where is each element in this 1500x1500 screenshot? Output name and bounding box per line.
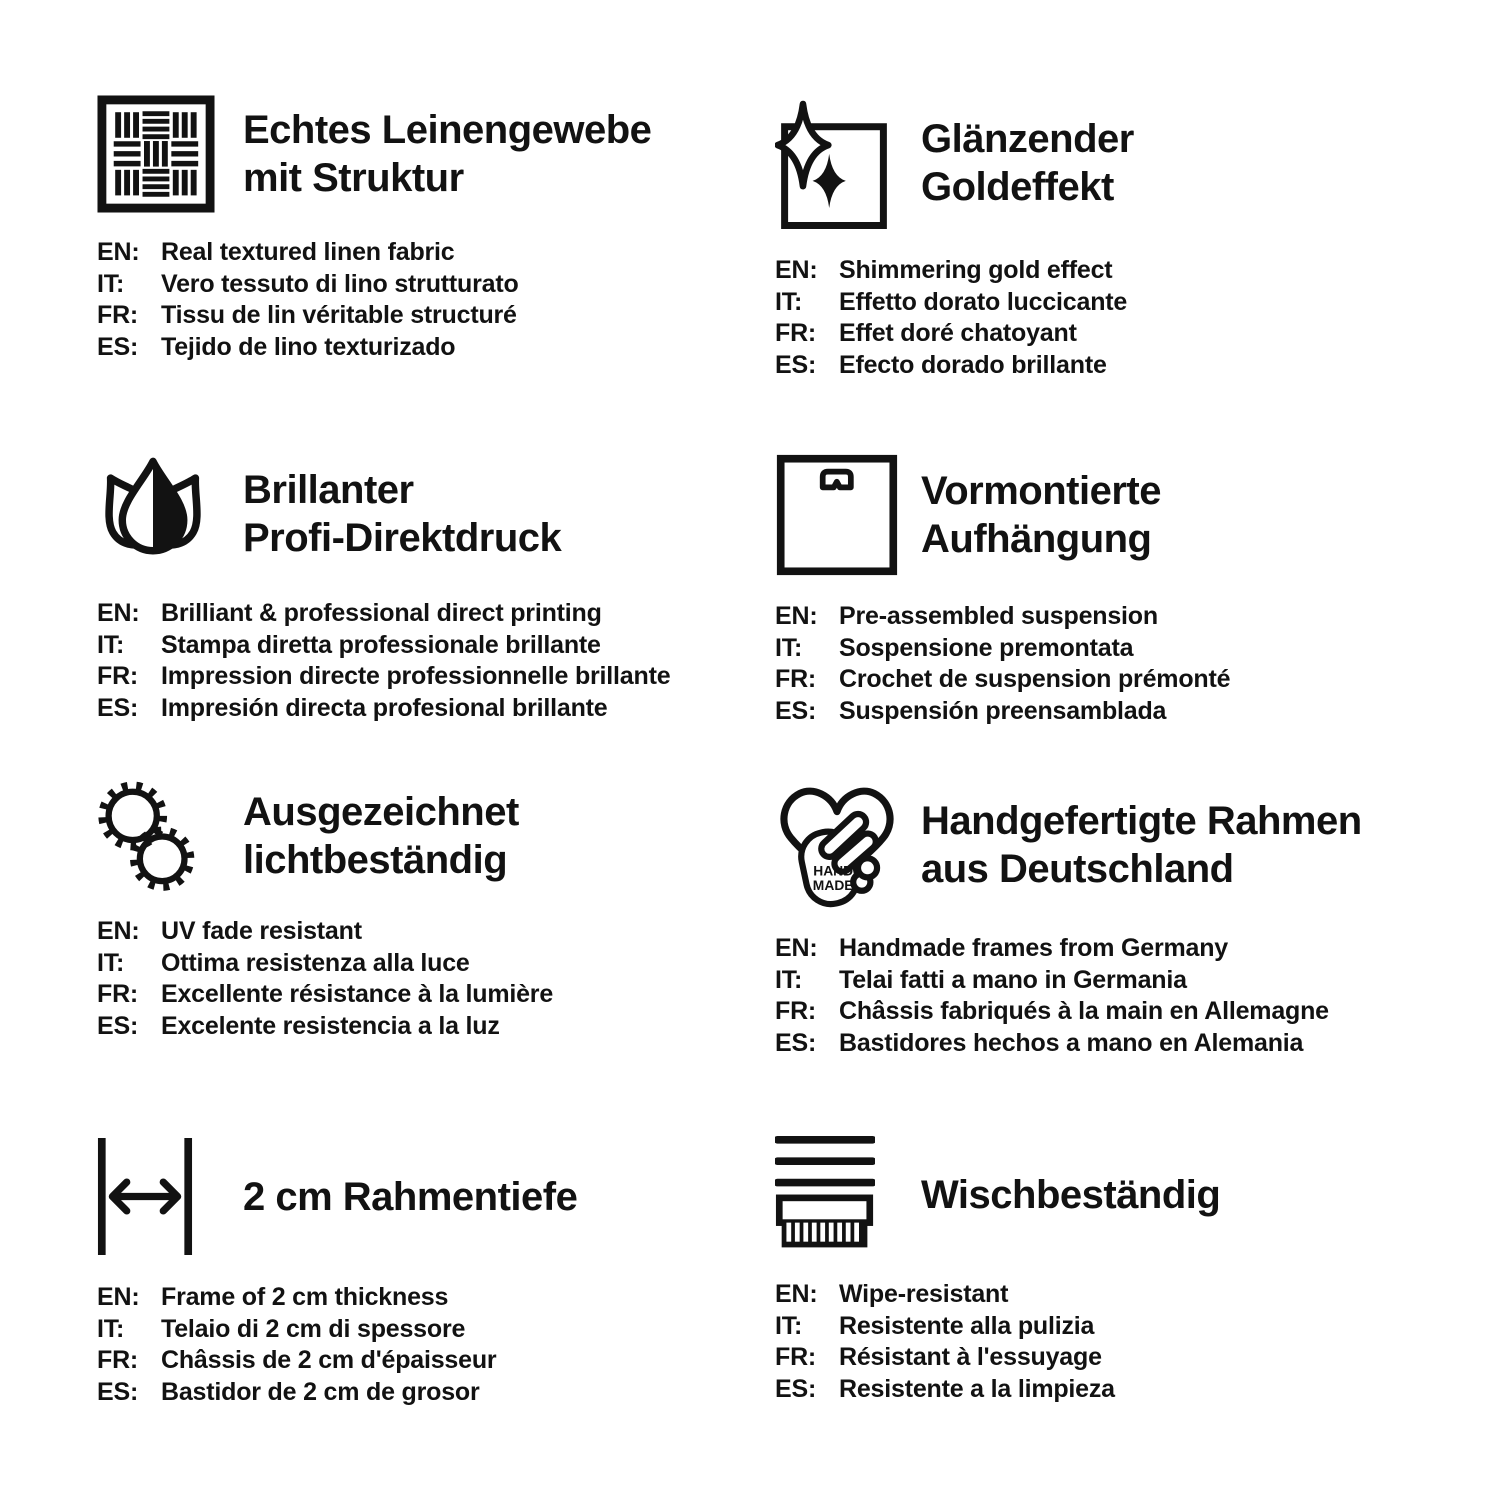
feature-title bbox=[921, 115, 1134, 211]
language-code: ES: bbox=[775, 350, 817, 379]
translation-text: Effet doré chatoyant bbox=[839, 319, 1077, 347]
translation-row bbox=[775, 601, 1415, 633]
language-code: IT: bbox=[97, 269, 125, 298]
title-line: Handgefertigte Rahmen bbox=[921, 798, 1362, 843]
translation-row bbox=[97, 693, 715, 725]
translation-text: Stampa diretta professionale brillante bbox=[161, 630, 601, 659]
translation-row bbox=[775, 1342, 1415, 1374]
translation-text: UV fade resistant bbox=[161, 917, 362, 945]
translation-row bbox=[775, 1311, 1415, 1343]
feature-title bbox=[243, 466, 561, 562]
feature-header bbox=[775, 453, 1415, 577]
language-code: FR: bbox=[775, 997, 817, 1025]
wipe-brush-icon bbox=[775, 1135, 903, 1255]
feature-title bbox=[921, 1171, 1220, 1219]
translation-text: Résistant à l'essuyage bbox=[839, 1343, 1102, 1371]
translation-row bbox=[775, 255, 1415, 287]
translations-list bbox=[775, 601, 1415, 727]
language-code: IT: bbox=[775, 965, 803, 994]
feature-header bbox=[775, 95, 1415, 231]
translation-text: Resistente a la limpieza bbox=[839, 1374, 1115, 1403]
language-code: ES: bbox=[775, 1374, 817, 1403]
title-line: Wischbeständig bbox=[921, 1173, 1221, 1217]
translation-row bbox=[97, 630, 715, 662]
language-code: IT: bbox=[97, 1314, 125, 1343]
translation-row bbox=[97, 948, 715, 980]
translation-text: Sospensione premontata bbox=[839, 633, 1134, 662]
translation-text: Tissu de lin véritable structuré bbox=[161, 301, 517, 329]
translation-row bbox=[97, 979, 715, 1011]
title-line: mit Struktur bbox=[243, 156, 464, 200]
translation-row bbox=[775, 1279, 1415, 1311]
language-code: ES: bbox=[97, 693, 139, 722]
translation-text: Effetto dorato luccicante bbox=[839, 287, 1128, 316]
translation-row bbox=[97, 598, 715, 630]
feature-direct-printing bbox=[97, 453, 715, 780]
ink-drops-icon bbox=[97, 453, 225, 574]
translation-row bbox=[775, 633, 1415, 665]
title-line: Vormontierte bbox=[921, 469, 1161, 513]
translation-row bbox=[97, 1282, 715, 1314]
translations-list bbox=[97, 1282, 715, 1408]
language-code: FR: bbox=[97, 980, 139, 1008]
translation-text: Bastidor de 2 cm de grosor bbox=[161, 1377, 480, 1406]
feature-header bbox=[97, 780, 715, 892]
translation-text: Impresión directa profesional brillante bbox=[161, 693, 608, 722]
feature-title bbox=[921, 467, 1161, 563]
translation-text: Frame of 2 cm thickness bbox=[161, 1283, 449, 1311]
translation-text: Efecto dorado brillante bbox=[839, 350, 1107, 379]
language-code: FR: bbox=[97, 1346, 139, 1374]
depth-arrow-icon bbox=[97, 1135, 225, 1258]
language-code: EN: bbox=[97, 917, 140, 945]
translation-row bbox=[97, 300, 715, 332]
language-code: EN: bbox=[775, 602, 818, 630]
translation-text: Telai fatti a mano in Germania bbox=[839, 965, 1187, 994]
language-code: EN: bbox=[97, 599, 140, 627]
language-code: EN: bbox=[775, 256, 818, 284]
language-code: FR: bbox=[775, 319, 817, 347]
handmade-label-line: HAND bbox=[813, 862, 854, 879]
translations-list bbox=[97, 237, 715, 363]
language-code: IT: bbox=[775, 1311, 803, 1340]
language-code: FR: bbox=[775, 665, 817, 693]
language-code: FR: bbox=[97, 662, 139, 690]
feature-header bbox=[97, 453, 715, 574]
translations-list bbox=[97, 598, 715, 724]
translation-text: Excelente resistencia a la luz bbox=[161, 1011, 500, 1040]
handmade-heart-hand-icon bbox=[775, 780, 903, 909]
translation-row bbox=[775, 1374, 1415, 1406]
translation-text: Telaio di 2 cm di spessore bbox=[161, 1314, 466, 1343]
translation-row bbox=[775, 696, 1415, 728]
translation-row bbox=[775, 350, 1415, 382]
translation-row bbox=[97, 661, 715, 693]
translation-text: Handmade frames from Germany bbox=[839, 934, 1228, 962]
translation-text: Impression directe professionnelle brillante bbox=[161, 662, 671, 690]
feature-suspension bbox=[775, 453, 1415, 780]
translation-row bbox=[775, 965, 1415, 997]
translations-list bbox=[775, 933, 1415, 1059]
title-line: Glänzender bbox=[921, 117, 1134, 161]
language-code: EN: bbox=[97, 1283, 140, 1311]
translation-text: Vero tessuto di lino strutturato bbox=[161, 269, 519, 298]
translation-text: Suspensión preensamblada bbox=[839, 696, 1167, 725]
translation-text: Châssis de 2 cm d'épaisseur bbox=[161, 1346, 497, 1374]
language-code: ES: bbox=[97, 1011, 139, 1040]
feature-frame-depth bbox=[97, 1135, 715, 1408]
translation-text: Excellente résistance à la lumière bbox=[161, 980, 554, 1008]
feature-light-resistance bbox=[97, 780, 715, 1135]
gold-sparkle-icon bbox=[775, 95, 903, 231]
feature-handmade-frames bbox=[775, 780, 1415, 1135]
translation-row bbox=[775, 933, 1415, 965]
translation-row bbox=[97, 332, 715, 364]
translation-row bbox=[97, 916, 715, 948]
title-line: aus Deutschland bbox=[921, 846, 1234, 891]
translation-text: Shimmering gold effect bbox=[839, 256, 1113, 284]
translations-list bbox=[775, 255, 1415, 381]
translation-row bbox=[97, 237, 715, 269]
feature-title bbox=[243, 106, 651, 202]
feature-gold-effect bbox=[775, 95, 1415, 453]
language-code: IT: bbox=[775, 287, 803, 316]
feature-header bbox=[775, 780, 1415, 909]
language-code: ES: bbox=[97, 332, 139, 361]
translation-text: Brilliant & professional direct printing bbox=[161, 599, 602, 627]
translation-text: Châssis fabriqués à la main en Allemagne bbox=[839, 997, 1329, 1025]
gears-icon bbox=[97, 780, 225, 892]
feature-wipe-resistant bbox=[775, 1135, 1415, 1408]
feature-title bbox=[243, 1173, 577, 1221]
language-code: ES: bbox=[97, 1377, 139, 1406]
translation-text: Real textured linen fabric bbox=[161, 238, 455, 266]
feature-linen-fabric bbox=[97, 95, 715, 453]
translation-row bbox=[97, 269, 715, 301]
translation-row bbox=[97, 1377, 715, 1409]
title-line: Goldeffekt bbox=[921, 165, 1114, 209]
language-code: EN: bbox=[97, 238, 140, 266]
translation-text: Resistente alla pulizia bbox=[839, 1311, 1095, 1340]
language-code: EN: bbox=[775, 1280, 818, 1308]
language-code: ES: bbox=[775, 696, 817, 725]
translation-row bbox=[97, 1345, 715, 1377]
translations-list bbox=[97, 916, 715, 1042]
title-line: 2 cm Rahmentiefe bbox=[243, 1174, 578, 1219]
title-line: Echtes Leinengewebe bbox=[243, 108, 652, 152]
translation-row bbox=[775, 996, 1415, 1028]
title-line: Aufhängung bbox=[921, 517, 1152, 561]
title-line: Brillanter bbox=[243, 467, 414, 512]
translation-row bbox=[775, 1028, 1415, 1060]
translation-text: Tejido de lino texturizado bbox=[161, 332, 456, 361]
canvas-hanger-icon bbox=[775, 453, 903, 577]
feature-title bbox=[921, 797, 1362, 893]
language-code: FR: bbox=[97, 301, 139, 329]
translation-text: Ottima resistenza alla luce bbox=[161, 948, 470, 977]
translation-text: Wipe-resistant bbox=[839, 1280, 1009, 1308]
translations-list bbox=[775, 1279, 1415, 1405]
translation-text: Crochet de suspension prémonté bbox=[839, 665, 1231, 693]
translation-text: Pre-assembled suspension bbox=[839, 602, 1158, 630]
language-code: IT: bbox=[97, 948, 125, 977]
language-code: EN: bbox=[775, 934, 818, 962]
linen-weave-icon bbox=[97, 95, 225, 213]
translation-row bbox=[775, 318, 1415, 350]
feature-header bbox=[775, 1135, 1415, 1255]
translation-row bbox=[775, 664, 1415, 696]
language-code: IT: bbox=[97, 630, 125, 659]
feature-header bbox=[97, 95, 715, 213]
translation-text: Bastidores hechos a mano en Alemania bbox=[839, 1028, 1304, 1057]
title-line: lichtbeständig bbox=[243, 838, 508, 882]
translation-row bbox=[97, 1314, 715, 1346]
title-line: Profi-Direktdruck bbox=[243, 515, 562, 560]
translation-row bbox=[775, 287, 1415, 319]
language-code: IT: bbox=[775, 633, 803, 662]
feature-header bbox=[97, 1135, 715, 1258]
translation-row bbox=[97, 1011, 715, 1043]
feature-title bbox=[243, 788, 519, 884]
language-code: FR: bbox=[775, 1343, 817, 1371]
title-line: Ausgezeichnet bbox=[243, 790, 519, 834]
language-code: ES: bbox=[775, 1028, 817, 1057]
handmade-label-line: MADE bbox=[812, 876, 854, 893]
